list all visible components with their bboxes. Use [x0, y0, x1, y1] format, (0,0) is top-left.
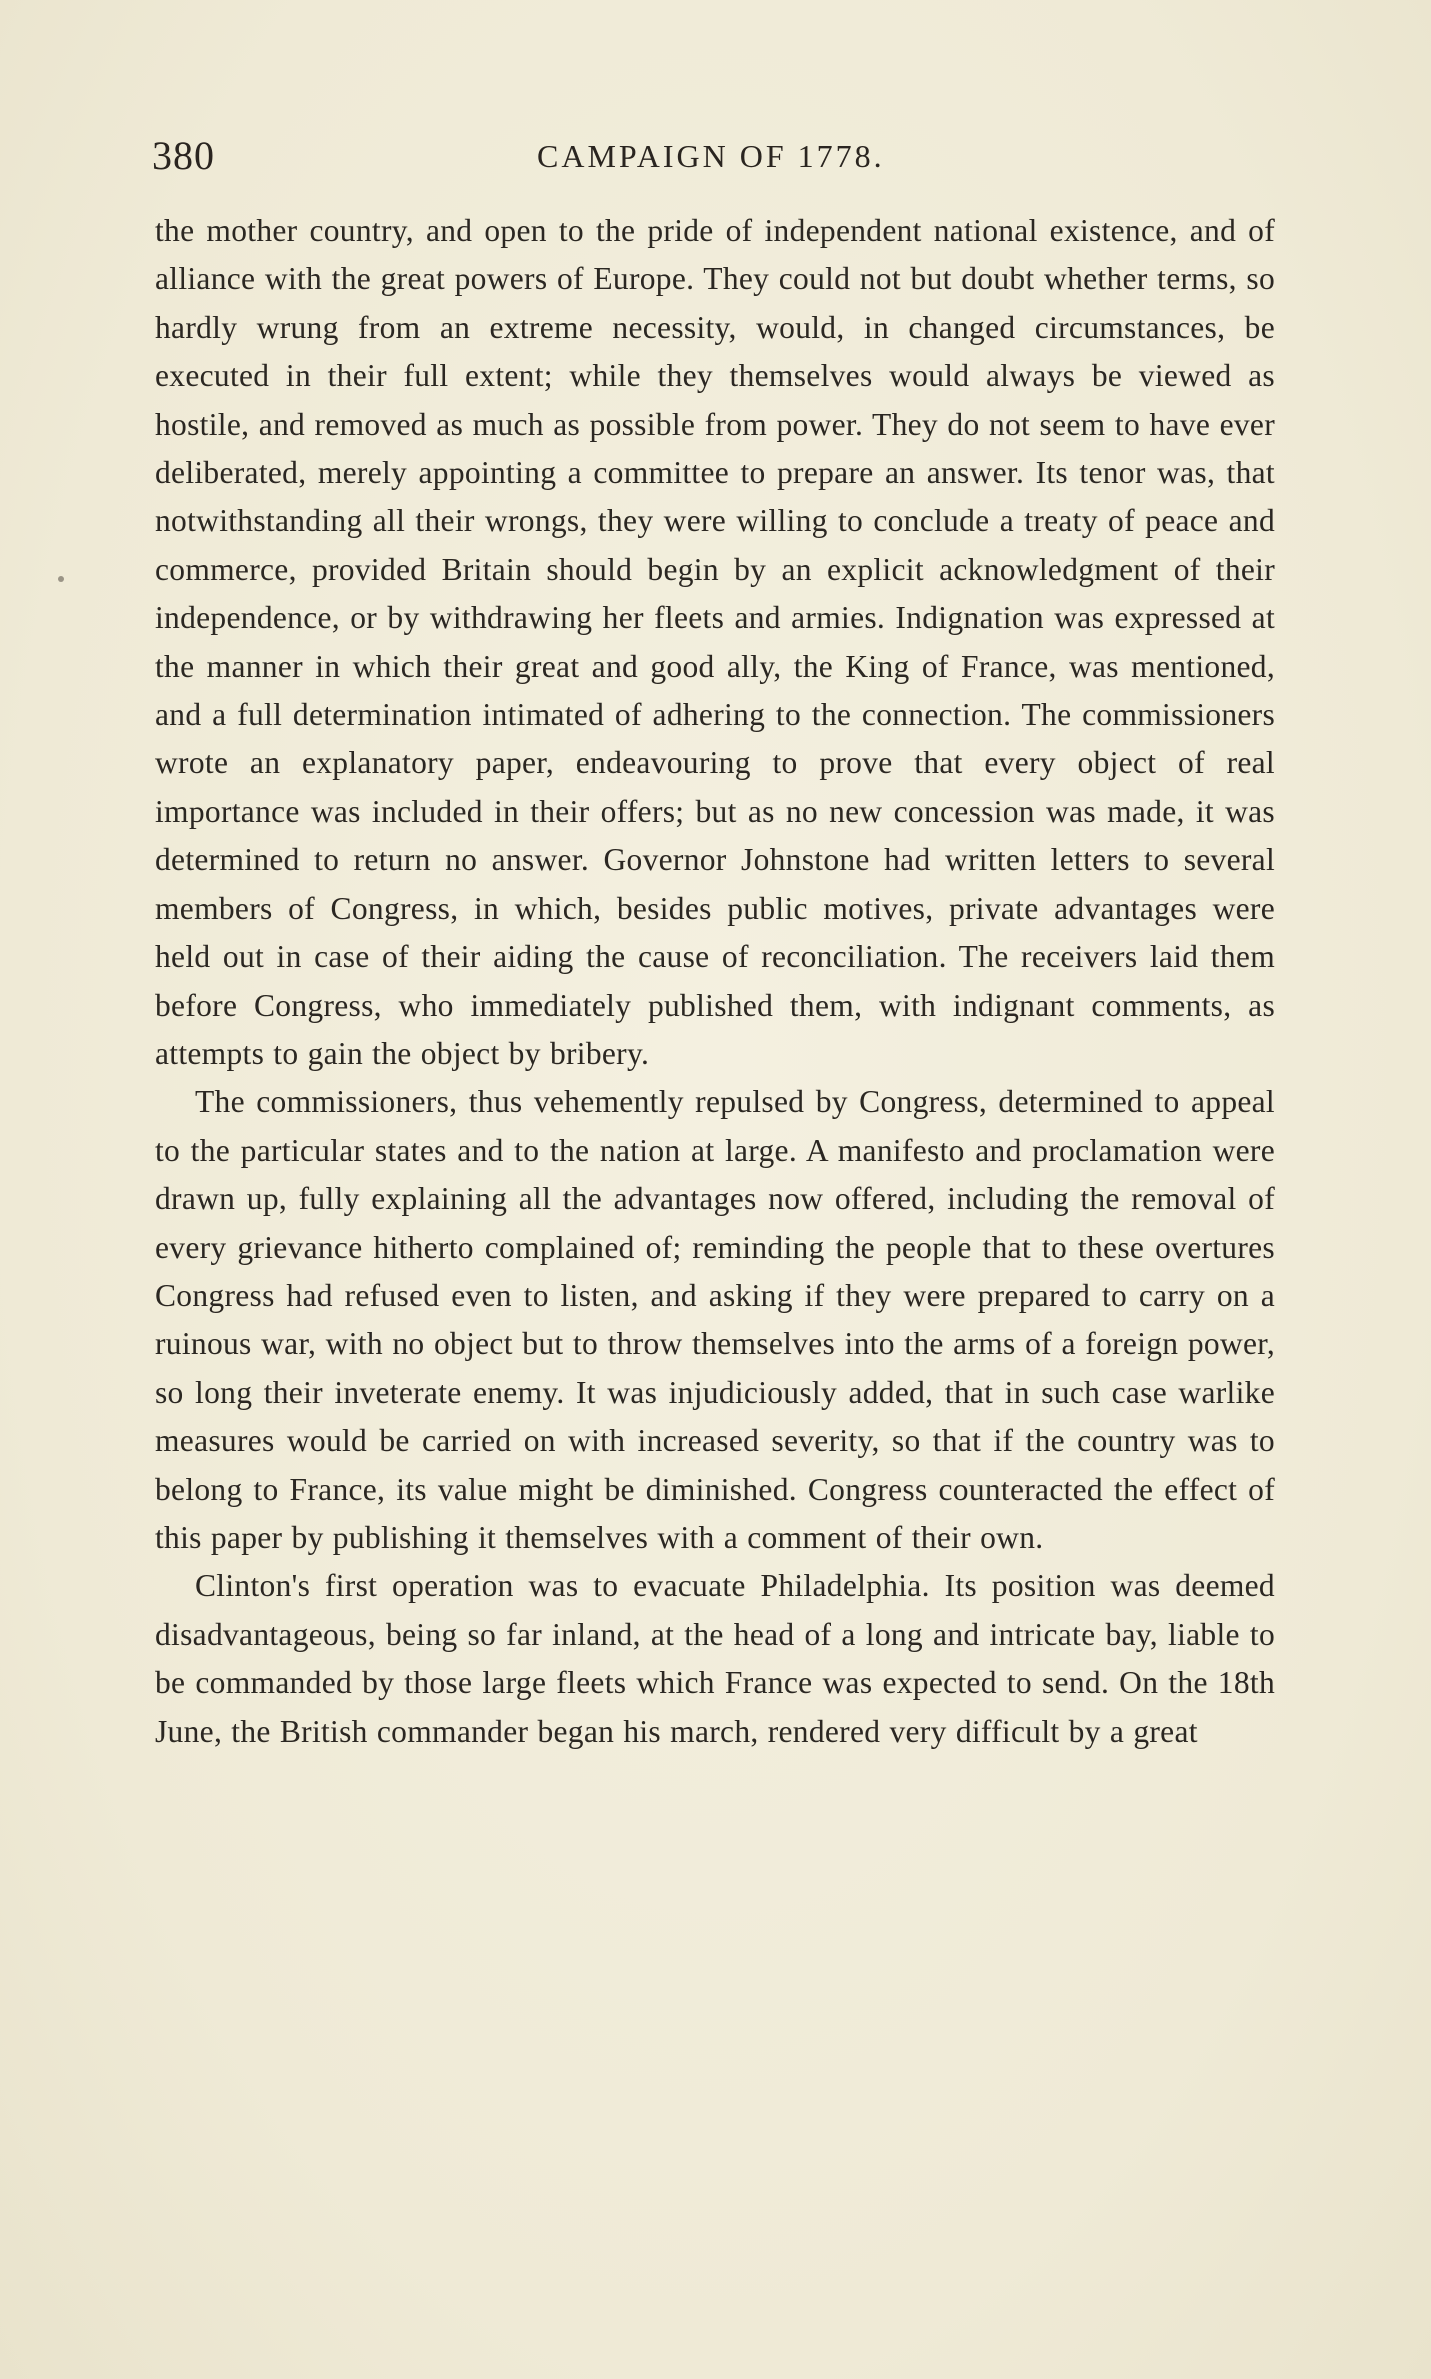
paragraph-3: Clinton's first operation was to evacuate Philadelphia. Its position was deemed disadvantageous, being so far inland, at the head of a long and intricate bay, liable to be commanded by those large fleets which France was expected to send. On the 18th June, the British commander began his march, rendered very difficult by a great — [155, 1568, 1275, 1749]
body-text — [155, 207, 1275, 1756]
running-head: CAMPAIGN OF 1778. — [537, 138, 885, 174]
margin-speck — [58, 576, 64, 582]
page-number: 380 — [152, 133, 215, 178]
page-header — [152, 132, 1292, 192]
paragraph-1: the mother country, and open to the pride of independent national existence, and of alliance with the great powers of Europe. They could not but doubt whether terms, so hardly wrung from an extreme necessity, would, in changed circumstances, be executed in their full extent; while they themselves would always be viewed as hostile, and removed as much as possible from power. They do not seem to have ever deliberated, merely appointing a committee to prepare an answer. Its tenor was, that notwithstanding all their wrongs, they were willing to conclude a treaty of peace and commerce, provided Britain should begin by an explicit acknowledgment of their independence, or by withdrawing her fleets and armies. Indignation was expressed at the manner in which their great and good ally, the King of France, was mentioned, and a full determination intimated of adhering to the connection. The commissioners wrote an explanatory paper, endeavouring to prove that every object of real importance was included in their offers; but as no new concession was made, it was determined to return no answer. Governor Johnstone had written letters to several members of Congress, in which, besides public motives, private advantages were held out in case of their aiding the cause of reconciliation. The receivers laid them before Congress, who immediately published them, with indignant comments, as attempts to gain the object by bribery. — [155, 213, 1275, 1071]
paragraph-2: The commissioners, thus vehemently repulsed by Congress, determined to appeal to the particular states and to the nation at large. A manifesto and proclamation were drawn up, fully explaining all the advantages now offered, including the removal of every grievance hitherto complained of; reminding the people that to these overtures Congress had refused even to listen, and asking if they were prepared to carry on a ruinous war, with no object but to throw themselves into the arms of a foreign power, so long their inveterate enemy. It was injudiciously added, that in such case warlike measures would be carried on with increased severity, so that if the country was to belong to France, its value might be diminished. Congress counteracted the effect of this paper by publishing it themselves with a comment of their own. — [155, 1084, 1275, 1555]
